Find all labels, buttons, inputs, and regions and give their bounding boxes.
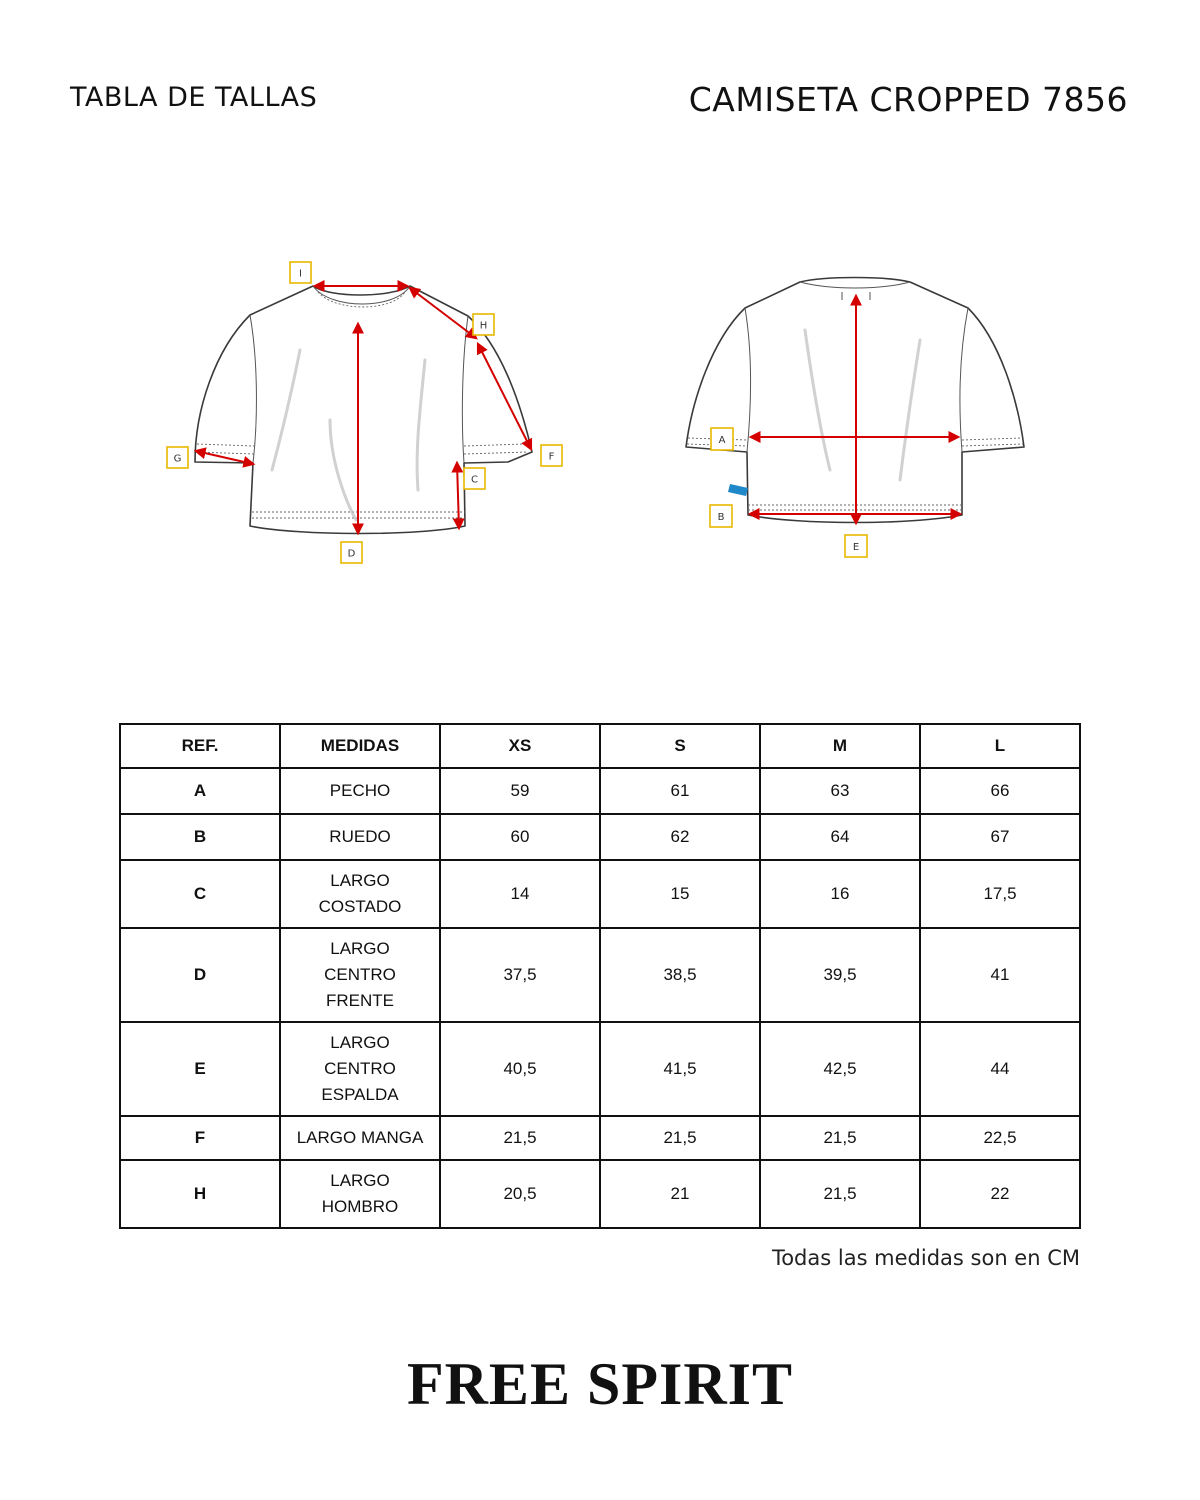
cell-value: 21	[600, 1160, 760, 1228]
cell-ref: F	[120, 1116, 280, 1160]
label-e	[845, 535, 867, 557]
table-header-row	[120, 724, 1080, 768]
cell-value: 20,5	[440, 1160, 600, 1228]
label-d	[341, 542, 362, 563]
header-l: L	[920, 724, 1080, 768]
table-row	[120, 768, 1080, 814]
cell-value: 40,5	[440, 1022, 600, 1116]
cell-value: 15	[600, 860, 760, 928]
label-i	[290, 262, 311, 283]
label-f	[541, 445, 562, 466]
cell-value: 60	[440, 814, 600, 860]
size-table	[119, 723, 1081, 1229]
cell-value: 21,5	[760, 1116, 920, 1160]
back-hang-tag	[728, 484, 748, 496]
label-b	[710, 505, 732, 527]
cell-measure: RUEDO	[280, 814, 440, 860]
cell-value: 62	[600, 814, 760, 860]
cell-measure: LARGO MANGA	[280, 1116, 440, 1160]
svg-text:B: B	[717, 512, 725, 523]
svg-text:C: C	[471, 474, 478, 486]
cell-ref: B	[120, 814, 280, 860]
cell-value: 14	[440, 860, 600, 928]
back-view	[686, 278, 1024, 558]
header-ref: REF.	[120, 724, 280, 768]
cell-measure: LARGO CENTRO FRENTE	[280, 928, 440, 1022]
svg-text:G: G	[173, 453, 182, 465]
svg-text:H: H	[479, 320, 488, 332]
garment-diagram	[0, 240, 1200, 580]
cell-ref: E	[120, 1022, 280, 1116]
svg-text:I: I	[299, 268, 302, 280]
cell-measure: LARGO CENTRO ESPALDA	[280, 1022, 440, 1116]
header-medidas: MEDIDAS	[280, 724, 440, 768]
front-view	[167, 262, 562, 563]
svg-text:D: D	[347, 548, 356, 560]
cell-value: 38,5	[600, 928, 760, 1022]
svg-text:A: A	[718, 435, 726, 446]
label-a	[711, 428, 733, 450]
table-row	[120, 928, 1080, 1022]
cell-ref: A	[120, 768, 280, 814]
cell-value: 67	[920, 814, 1080, 860]
cell-value: 41	[920, 928, 1080, 1022]
table-row	[120, 1022, 1080, 1116]
cell-value: 22	[920, 1160, 1080, 1228]
cell-value: 16	[760, 860, 920, 928]
cell-value: 63	[760, 768, 920, 814]
cell-value: 41,5	[600, 1022, 760, 1116]
product-name: CAMISETA CROPPED 7856	[688, 80, 1128, 119]
label-g	[167, 447, 188, 468]
cell-value: 22,5	[920, 1116, 1080, 1160]
cell-value: 42,5	[760, 1022, 920, 1116]
cell-ref: C	[120, 860, 280, 928]
cell-value: 21,5	[440, 1116, 600, 1160]
table-row	[120, 814, 1080, 860]
cell-value: 64	[760, 814, 920, 860]
header-xs: XS	[440, 724, 600, 768]
units-note: Todas las medidas son en CM	[771, 1246, 1080, 1270]
header-s: S	[600, 724, 760, 768]
cell-value: 59	[440, 768, 600, 814]
brand-logo-text: FREE SPIRIT	[406, 1351, 794, 1417]
cell-measure: LARGO HOMBRO	[280, 1160, 440, 1228]
cell-measure: PECHO	[280, 768, 440, 814]
cell-value: 37,5	[440, 928, 600, 1022]
cell-ref: H	[120, 1160, 280, 1228]
cell-value: 17,5	[920, 860, 1080, 928]
label-c	[464, 468, 485, 489]
page-title: TABLA DE TALLAS	[70, 82, 318, 113]
header-m: M	[760, 724, 920, 768]
cell-value: 39,5	[760, 928, 920, 1022]
cell-value: 21,5	[760, 1160, 920, 1228]
cell-value: 21,5	[600, 1116, 760, 1160]
label-h	[473, 314, 494, 335]
svg-text:F: F	[548, 451, 555, 463]
svg-text:E: E	[852, 542, 860, 553]
table-row	[120, 1160, 1080, 1228]
cell-measure: LARGO COSTADO	[280, 860, 440, 928]
table-row	[120, 860, 1080, 928]
cell-ref: D	[120, 928, 280, 1022]
table-row	[120, 1116, 1080, 1160]
cell-value: 66	[920, 768, 1080, 814]
cell-value: 61	[600, 768, 760, 814]
cell-value: 44	[920, 1022, 1080, 1116]
